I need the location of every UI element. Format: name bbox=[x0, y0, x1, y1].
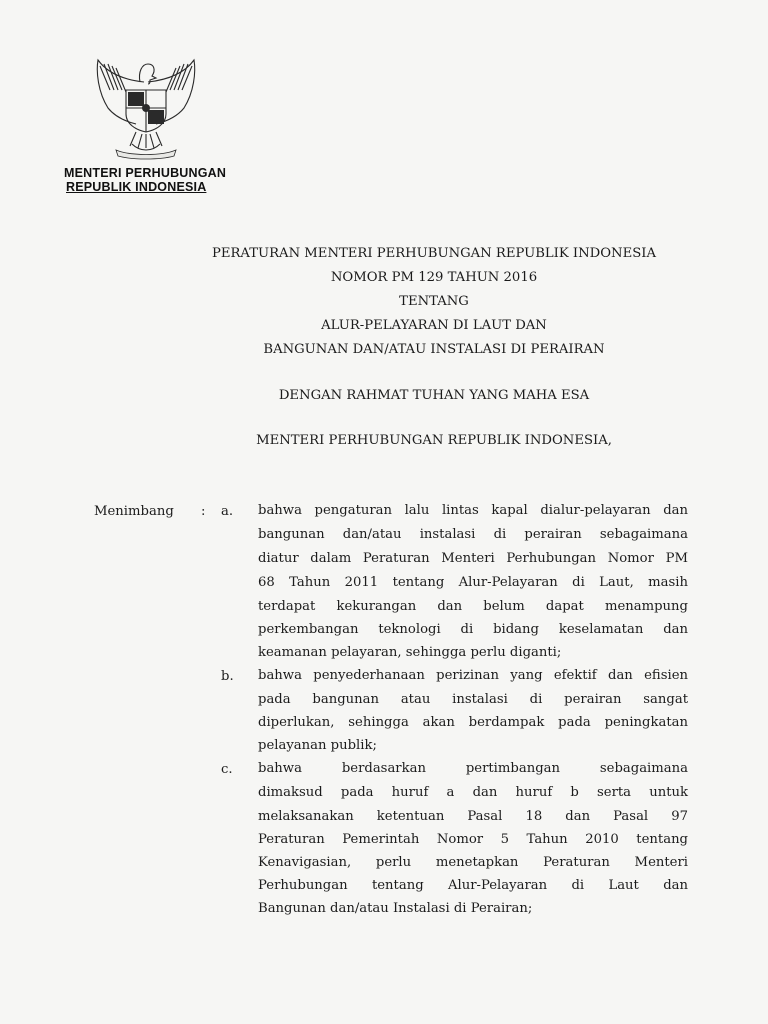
item-a-line: keamanan pelayaran, sehingga perlu diganti; bbox=[258, 645, 562, 660]
item-b-line: bahwa penyederhanaan perizinan yang efektif dan efisien bbox=[258, 668, 688, 683]
considering-label: Menimbang bbox=[94, 504, 174, 519]
ministry-line-2: REPUBLIK INDONESIA bbox=[66, 180, 207, 194]
item-c-line: Peraturan Pemerintah Nomor 5 Tahun 2010 tentang bbox=[258, 832, 688, 847]
item-a-line: 68 Tahun 2011 tentang Alur-Pelayaran di Laut, masih bbox=[258, 575, 688, 590]
item-a-line: bangunan dan/atau instalasi di perairan sebagaimana bbox=[258, 527, 688, 542]
regulation-title: PERATURAN MENTERI PERHUBUNGAN REPUBLIK INDONESIA bbox=[211, 246, 656, 261]
authority-line: MENTERI PERHUBUNGAN REPUBLIK INDONESIA, bbox=[256, 433, 612, 448]
item-c-line: bahwa berdasarkan pertimbangan sebagaimana bbox=[258, 761, 688, 776]
garuda-emblem-icon bbox=[86, 52, 206, 160]
ministry-heading bbox=[64, 166, 226, 194]
item-letter-a: a. bbox=[221, 504, 234, 519]
regulation-subject-line-1: ALUR-PELAYARAN DI LAUT DAN bbox=[321, 318, 547, 333]
ministry-line-1: MENTERI PERHUBUNGAN bbox=[64, 166, 227, 180]
item-b-line: pada bangunan atau instalasi di perairan sangat bbox=[258, 692, 688, 707]
item-letter-c: c. bbox=[221, 762, 233, 777]
item-c-line: dimaksud pada huruf a dan huruf b serta untuk bbox=[258, 785, 688, 800]
considering-colon: : bbox=[201, 504, 206, 519]
item-b-line: pelayanan publik; bbox=[258, 738, 377, 753]
invocation: DENGAN RAHMAT TUHAN YANG MAHA ESA bbox=[278, 388, 590, 403]
item-c-line: Perhubungan tentang Alur-Pelayaran di Laut dan bbox=[258, 878, 688, 893]
item-c-line: melaksanakan ketentuan Pasal 18 dan Pasal 97 bbox=[258, 809, 688, 824]
regulation-number: NOMOR PM 129 TAHUN 2016 bbox=[330, 270, 538, 285]
item-letter-b: b. bbox=[221, 669, 234, 684]
item-a-line: bahwa pengaturan lalu lintas kapal dialur-pelayaran dan bbox=[258, 503, 688, 518]
regulation-subject-line-2: BANGUNAN DAN/ATAU INSTALASI DI PERAIRAN bbox=[263, 342, 605, 357]
item-c-line: Kenavigasian, perlu menetapkan Peraturan Menteri bbox=[258, 855, 688, 870]
item-b-line: diperlukan, sehingga akan berdampak pada peningkatan bbox=[258, 715, 688, 730]
item-a-line: terdapat kekurangan dan belum dapat menampung bbox=[258, 599, 688, 614]
item-c-line: Bangunan dan/atau Instalasi di Perairan; bbox=[258, 901, 533, 916]
regulation-about: TENTANG bbox=[399, 294, 469, 309]
item-a-line: perkembangan teknologi di bidang keselamatan dan bbox=[258, 622, 688, 637]
item-a-line: diatur dalam Peraturan Menteri Perhubungan Nomor PM bbox=[258, 551, 688, 566]
